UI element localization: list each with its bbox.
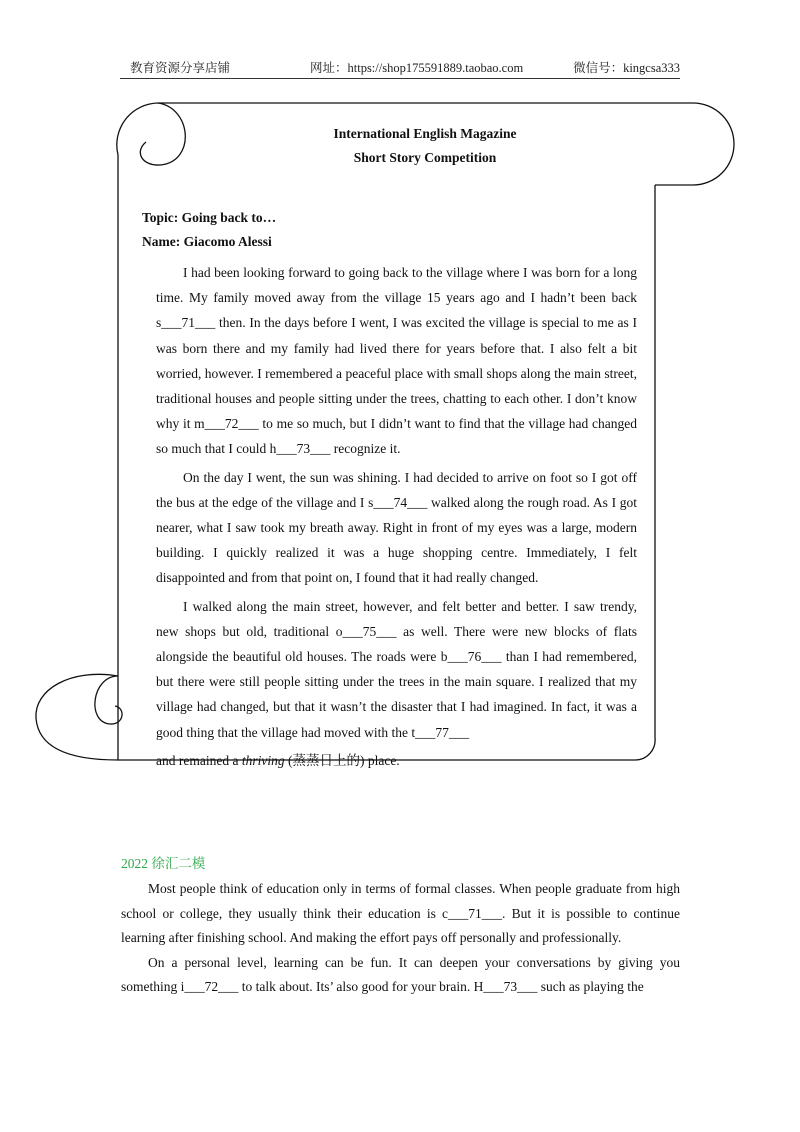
story-author: Name: Giacomo Alessi <box>142 234 272 249</box>
closing-italic-word: thriving <box>241 752 285 768</box>
magazine-subtitle: Short Story Competition <box>353 150 497 165</box>
closing-text-after: (蒸蒸日上的) place. <box>284 752 400 768</box>
story-paragraph: On the day I went, the sun was shining. I had decided to arrive on foot so I got off the bus at the edge of the village and I s___74___ walked along the rough road. As I got nearer, what I saw took my breath away. Right in front of my eyes was a large, modern building. I quickly realized it was a huge shopping centre. Immediately, I felt disappointed and from that point on, I found that it had really changed. <box>156 469 637 586</box>
article-paragraph: Most people think of education only in terms of formal classes. When people graduate from high school or college, they usually think their education is c___71___. But it is possible to continue learning after finishing school. And making the effort pays off personally and professionally. <box>121 881 680 945</box>
section-title: 2022 徐汇二模 <box>121 856 206 871</box>
story-paragraph: I walked along the main street, however, and felt better and better. I saw trendy, new shops but old, traditional o___75___ as well. There were new blocks of flats alongside the beautiful old houses. The roads were b___76___ than I had remembered, but there were still people sitting under the trees in the main square. I realized that my village had changed, but that it wasn’t the disaster that I had imagined. In fact, it was a good thing that the village had moved with the t___77___ <box>156 598 637 740</box>
closing-text-before: and remained a <box>156 752 242 768</box>
story-body <box>156 260 637 776</box>
story-topic: Topic: Going back to… <box>142 210 277 225</box>
header-wechat: 微信号：kingcsa333 <box>573 61 680 75</box>
story-closing-line <box>156 748 637 773</box>
story-paragraph: I had been looking forward to going back to the village where I was born for a long time. My family moved away from the village 15 years ago and I hadn’t been back s___71___ then. In the days before I went, I was excited the village is special to me as I was born there and my family had lived there for years before that. I also felt a bit worried, however. I remembered a peaceful place with small shops along the main street, traditional houses and people sitting under the trees, chatting to each other. I don’t know why it m___72___ to me so much, but I didn’t want to find that the village had changed so much that I could h___73___ recognize it. <box>156 265 637 457</box>
magazine-heading <box>230 122 620 170</box>
article-paragraph: On a personal level, learning can be fun. It can deepen your conversations by giving you something i___72___ to talk about. Its’ also good for your brain. H___73___ such as playing the <box>121 954 680 994</box>
header-website: 网址：https://shop175591889.taobao.com <box>310 61 524 75</box>
article-body <box>121 877 680 1000</box>
header-shop-name: 教育资源分享店铺 <box>130 61 231 75</box>
magazine-title: International English Magazine <box>333 126 517 141</box>
